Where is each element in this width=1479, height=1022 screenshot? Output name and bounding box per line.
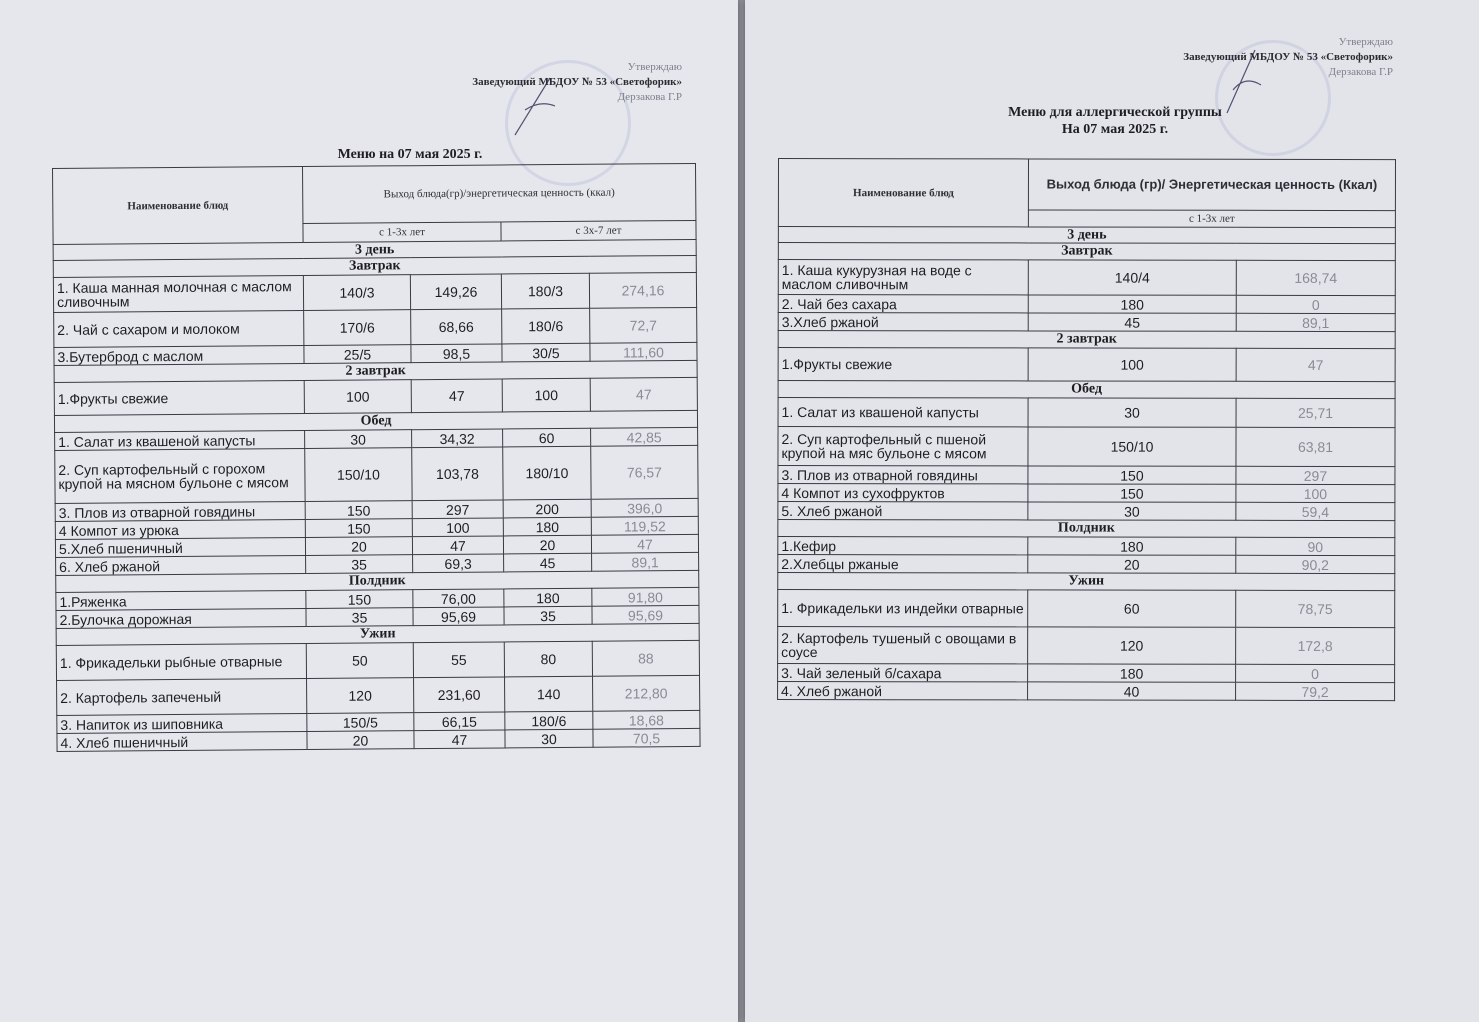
yield-1-3: 180 <box>1028 295 1236 313</box>
kcal-3-7: 212,80 <box>593 675 700 711</box>
kcal-1-3: 231,60 <box>414 677 505 713</box>
section-title: Завтрак <box>53 255 696 277</box>
table-row <box>778 427 1395 467</box>
kcal-1-3: 66,15 <box>414 712 505 731</box>
table-row <box>54 307 697 347</box>
table-row <box>53 272 696 312</box>
section-title: Обед <box>778 381 1395 399</box>
kcal-1-3: 172,8 <box>1236 627 1395 664</box>
kcal-1-3: 78,75 <box>1236 590 1395 627</box>
kcal-1-3: 297 <box>1236 466 1395 484</box>
kcal-1-3: 25,71 <box>1236 398 1395 427</box>
kcal-1-3: 100 <box>1236 484 1395 502</box>
kcal-3-7: 95,69 <box>592 605 699 624</box>
table-row <box>778 398 1395 428</box>
yield-1-3: 150 <box>306 590 413 609</box>
dish-name: 1. Каша манная молочная с маслом сливочным <box>53 276 303 313</box>
yield-1-3: 120 <box>1028 627 1236 664</box>
yield-1-3: 150 <box>1028 466 1236 484</box>
page-title: Меню на 07 мая 2025 г. <box>337 147 483 162</box>
dish-name: 4 Компот из сухофруктов <box>778 484 1028 502</box>
dish-name: 3.Бутерброд с маслом <box>54 346 304 366</box>
kcal-1-3: 149,26 <box>410 274 501 310</box>
table-row <box>778 295 1395 314</box>
title-line-2: На 07 мая 2025 г. <box>1061 122 1169 137</box>
kcal-3-7: 47 <box>590 377 697 411</box>
yield-3-7: 30/5 <box>502 343 590 362</box>
yield-3-7: 45 <box>504 553 592 572</box>
table-row <box>778 664 1395 683</box>
header-row <box>778 159 1395 211</box>
kcal-1-3: 297 <box>412 500 503 519</box>
table-row <box>778 466 1395 485</box>
kcal-3-7: 72,7 <box>590 307 697 343</box>
dish-name: 1. Салат из квашеной капусты <box>778 398 1028 427</box>
section-title: Завтрак <box>778 243 1395 261</box>
kcal-1-3: 90 <box>1236 537 1395 555</box>
approve-line-3: Дерзакова Г.Р <box>617 91 682 103</box>
yield-3-7: 140 <box>505 676 593 712</box>
day-label: 3 день <box>778 227 1395 244</box>
day-label: 3 день <box>53 239 696 260</box>
header-yield: Выход блюда(гр)/энергетическая ценность (ккал) <box>302 163 695 223</box>
dish-name: 1.Кефир <box>778 537 1028 555</box>
yield-1-3: 150 <box>1028 484 1236 502</box>
table-row <box>778 590 1395 628</box>
yield-1-3: 30 <box>305 430 412 449</box>
kcal-3-7: 70,5 <box>593 728 700 747</box>
dish-name: 1. Фрикадельки из индейки отварные <box>778 590 1028 627</box>
yield-1-3: 140/4 <box>1028 260 1236 295</box>
section-row <box>778 331 1395 349</box>
header-row <box>53 163 696 225</box>
yield-1-3: 40 <box>1028 682 1236 700</box>
header-dish-name: Наименование блюд <box>53 167 304 245</box>
header-age-1-3: с 1-3х лет <box>303 222 501 243</box>
kcal-3-7: 88 <box>592 640 699 676</box>
dish-name: 2. Чай без сахара <box>778 295 1028 313</box>
table-row <box>778 537 1395 556</box>
yield-1-3: 25/5 <box>304 345 411 364</box>
yield-3-7: 60 <box>503 428 591 447</box>
table-row <box>55 445 698 503</box>
yield-1-3: 45 <box>1028 313 1236 331</box>
dish-name: 2.Булочка дорожная <box>56 609 306 629</box>
dish-name: 2. Картофель запеченый <box>57 679 307 716</box>
section-title: Полдник <box>56 570 699 592</box>
yield-1-3: 180 <box>1028 537 1236 555</box>
title-line-1: Меню для аллергической группы <box>1008 105 1222 120</box>
header-yield: Выход блюда (гр)/ Энергетическая ценность (Ккал) <box>1028 159 1395 211</box>
yield-1-3: 20 <box>305 537 412 556</box>
dish-name: 1.Фрукты свежие <box>54 381 304 416</box>
yield-3-7: 200 <box>503 499 591 518</box>
yield-1-3: 20 <box>307 731 414 750</box>
kcal-3-7: 396,0 <box>591 498 698 517</box>
yield-1-3: 20 <box>1028 555 1236 573</box>
table-row <box>778 484 1395 503</box>
header-dish-name: Наименование блюд <box>778 159 1028 227</box>
dish-name: 1. Фрикадельки рыбные отварные <box>56 644 306 681</box>
yield-3-7: 30 <box>505 729 593 748</box>
kcal-1-3: 47 <box>411 379 502 413</box>
section-title: Ужин <box>778 573 1395 591</box>
yield-3-7: 180 <box>503 517 591 536</box>
kcal-1-3: 47 <box>412 536 503 555</box>
yield-1-3: 30 <box>1028 502 1236 520</box>
header-age-3-7: с 3х-7 лет <box>501 220 696 241</box>
yield-1-3: 150/5 <box>307 713 414 732</box>
dish-name: 6. Хлеб ржаной <box>56 556 306 576</box>
dish-name: 2. Чай с сахаром и молоком <box>54 311 304 348</box>
kcal-1-3: 69,3 <box>413 554 504 573</box>
kcal-1-3: 63,81 <box>1236 427 1395 466</box>
dish-name: 3. Плов из отварной говядины <box>778 466 1028 484</box>
kcal-3-7: 91,80 <box>592 587 699 606</box>
dish-name: 5. Хлеб ржаной <box>778 502 1028 520</box>
kcal-1-3: 59,4 <box>1236 502 1395 520</box>
yield-1-3: 150 <box>305 519 412 538</box>
section-title: 2 завтрак <box>778 331 1395 349</box>
dish-name: 2.Хлебцы ржаные <box>778 555 1028 573</box>
yield-3-7: 35 <box>504 606 592 625</box>
yield-1-3: 35 <box>306 608 413 627</box>
dish-name: 3. Плов из отварной говядины <box>55 502 305 522</box>
kcal-3-7: 119,52 <box>591 516 698 535</box>
dish-name: 1. Каша кукурузная на воде с маслом сливочным <box>778 260 1028 295</box>
yield-1-3: 180 <box>1028 664 1236 682</box>
table-row <box>54 377 697 415</box>
table-row <box>57 675 700 715</box>
kcal-1-3: 0 <box>1236 664 1395 682</box>
section-title: Полдник <box>778 520 1395 538</box>
kcal-1-3: 95,69 <box>413 607 504 626</box>
yield-3-7: 180/6 <box>505 711 593 730</box>
yield-3-7: 20 <box>503 535 591 554</box>
yield-1-3: 170/6 <box>304 310 411 346</box>
yield-1-3: 100 <box>304 380 411 414</box>
kcal-1-3: 90,2 <box>1236 555 1395 573</box>
header-age-1-3: с 1-3х лет <box>1028 210 1395 228</box>
kcal-1-3: 98,5 <box>411 344 502 363</box>
table-row <box>778 555 1395 574</box>
section-title: 2 завтрак <box>54 360 697 382</box>
kcal-3-7: 42,85 <box>591 427 698 446</box>
yield-1-3: 60 <box>1028 590 1236 627</box>
kcal-1-3: 47 <box>1236 348 1395 381</box>
section-row <box>778 243 1395 261</box>
yield-3-7: 180 <box>504 588 592 607</box>
dish-name: 2. Суп картофельный с пшеной крупой на мяс бульоне с мясом <box>778 427 1028 466</box>
menu-table-left <box>52 163 701 752</box>
table-row <box>56 640 699 680</box>
dish-name: 3. Чай зеленый б/сахара <box>778 664 1028 682</box>
yield-1-3: 35 <box>306 555 413 574</box>
table-row <box>778 502 1395 521</box>
section-row <box>778 520 1395 538</box>
yield-1-3: 120 <box>307 678 414 714</box>
table-row <box>778 682 1395 701</box>
yield-1-3: 150/10 <box>1028 427 1236 466</box>
approval-block <box>1095 35 1393 80</box>
yield-1-3: 50 <box>306 643 413 679</box>
section-row <box>778 573 1395 591</box>
dish-name: 1. Салат из квашеной капусты <box>55 431 305 451</box>
section-title: Обед <box>54 410 697 432</box>
dish-name: 2. Суп картофельный с горохом крупой на мясном бульоне с мясом <box>55 449 305 504</box>
dish-name: 3. Напиток из шиповника <box>57 714 307 734</box>
yield-1-3: 150/10 <box>305 448 412 502</box>
table-row <box>778 627 1395 665</box>
table-row <box>778 348 1395 382</box>
kcal-3-7: 111,60 <box>590 342 697 361</box>
kcal-1-3: 103,78 <box>412 447 503 501</box>
yield-3-7: 180/6 <box>502 308 590 344</box>
dish-name: 3.Хлеб ржаной <box>778 313 1028 331</box>
yield-3-7: 180/10 <box>503 446 591 500</box>
kcal-1-3: 100 <box>412 518 503 537</box>
kcal-1-3: 168,74 <box>1236 260 1395 295</box>
kcal-3-7: 89,1 <box>592 552 699 571</box>
yield-3-7: 180/3 <box>501 273 589 309</box>
kcal-1-3: 68,66 <box>411 309 502 345</box>
yield-1-3: 30 <box>1028 398 1236 427</box>
dish-name: 1.Ряженка <box>56 591 306 611</box>
kcal-1-3: 89,1 <box>1236 313 1395 331</box>
kcal-3-7: 76,57 <box>591 445 698 499</box>
kcal-1-3: 47 <box>414 730 505 749</box>
approve-line-2: Заведующий МБДОУ № 53 «Светофорик» <box>1183 51 1393 63</box>
yield-3-7: 100 <box>502 378 590 412</box>
yield-1-3: 100 <box>1028 348 1236 381</box>
approve-line-1: Утверждаю <box>627 61 682 73</box>
dish-name: 5.Хлеб пшеничный <box>55 538 305 558</box>
table-row <box>778 260 1395 296</box>
approve-line-1: Утверждаю <box>1338 36 1393 48</box>
dish-name: 2. Картофель тушеный с овощами в соусе <box>778 627 1028 664</box>
page-title <box>965 104 1265 138</box>
approval-block <box>380 60 682 105</box>
kcal-1-3: 55 <box>413 642 504 678</box>
table-row <box>778 313 1395 332</box>
kcal-1-3: 0 <box>1236 295 1395 313</box>
kcal-1-3: 76,00 <box>413 589 504 608</box>
kcal-1-3: 79,2 <box>1236 682 1395 700</box>
kcal-3-7: 18,68 <box>593 710 700 729</box>
dish-name: 4. Хлеб пшеничный <box>57 732 307 752</box>
kcal-3-7: 274,16 <box>589 272 696 308</box>
menu-table-right <box>777 158 1396 701</box>
section-title: Ужин <box>56 623 699 645</box>
dish-name: 4 Компот из урюка <box>55 520 305 540</box>
day-row <box>778 227 1395 244</box>
yield-1-3: 140/3 <box>303 275 410 311</box>
approve-line-3: Дерзакова Г.Р <box>1328 66 1393 78</box>
dish-name: 4. Хлеб ржаной <box>778 682 1028 700</box>
section-row <box>778 381 1395 399</box>
yield-1-3: 150 <box>305 501 412 520</box>
kcal-3-7: 47 <box>591 534 698 553</box>
yield-3-7: 80 <box>504 641 592 677</box>
approve-line-2: Заведующий МБДОУ № 53 «Светофорик» <box>472 76 682 88</box>
kcal-1-3: 34,32 <box>412 429 503 448</box>
dish-name: 1.Фрукты свежие <box>778 348 1028 381</box>
